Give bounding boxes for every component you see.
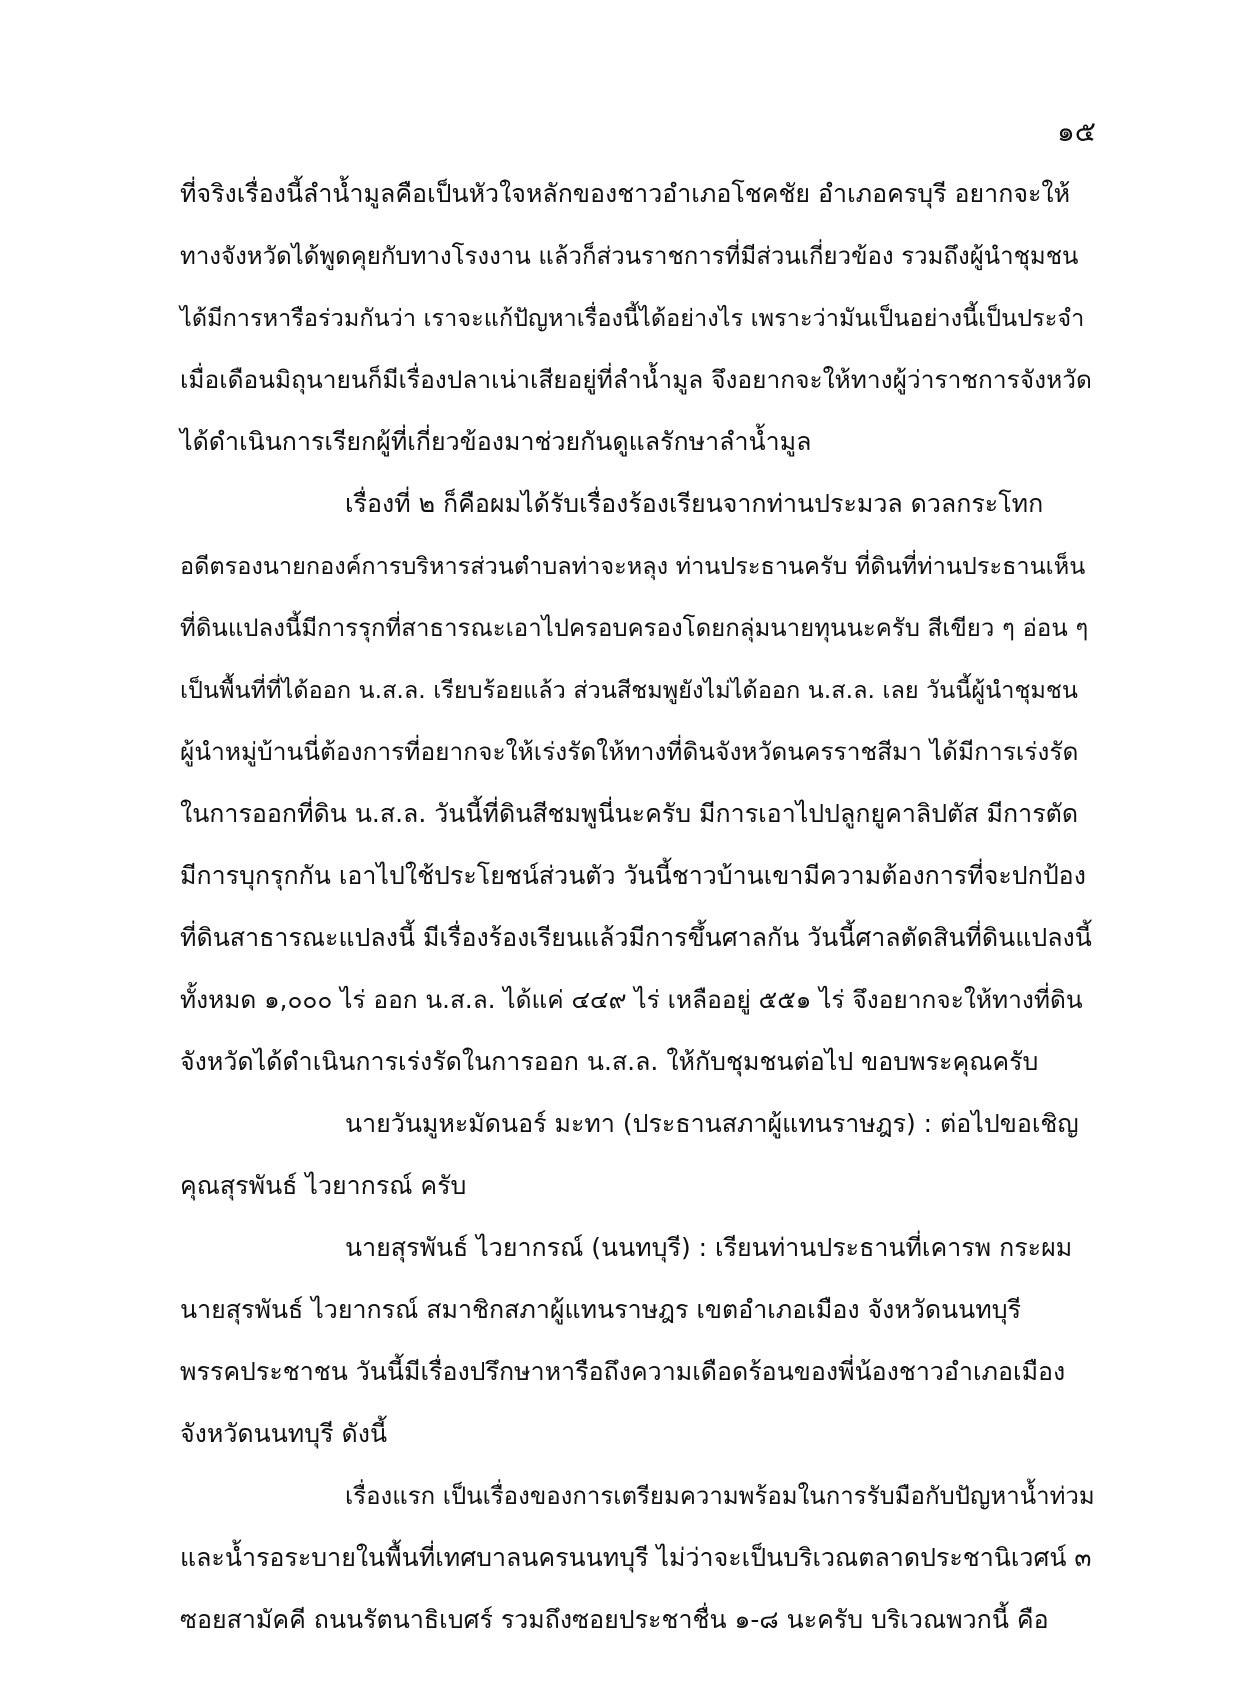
text-line: ที่จริงเรื่องนี้ลำน้ำมูลคือเป็นหัวใจหลักของชาวอำเภอโชคชัย อำเภอครบุรี อยากจะให้ bbox=[180, 179, 1071, 208]
text-line: เมื่อเดือนมิถุนายนก็มีเรื่องปลาเน่าเสียอยู่ที่ลำน้ำมูล จึงอยากจะให้ทางผู้ว่าราชการจังหวัด bbox=[180, 365, 1092, 394]
text-line: ทางจังหวัดได้พูดคุยกับทางโรงงาน แล้วก็ส่วนราชการที่มีส่วนเกี่ยวข้อง รวมถึงผู้นำชุมชน bbox=[180, 242, 1079, 270]
text-line: จังหวัดนนทบุรี ดังนี้ bbox=[180, 1419, 388, 1448]
text-line: คุณสุรพันธ์ ไวยากรณ์ ครับ bbox=[180, 1171, 467, 1200]
document-body bbox=[180, 163, 1095, 1651]
text-line: ที่ดินสาธารณะแปลงนี้ มีเรื่องร้องเรียนแล้วมีการขึ้นศาลกัน วันนี้ศาลตัดสินที่ดินแปลงนี้ bbox=[180, 923, 1092, 952]
text-line: ทั้งหมด ๑,๐๐๐ ไร่ ออก น.ส.ล. ได้แค่ ๔๔๙ ไร่ เหลืออยู่ ๕๕๑ ไร่ จึงอยากจะให้ทางที่ดิน bbox=[180, 985, 1083, 1014]
paragraph-land-issue bbox=[180, 473, 1095, 1093]
text-line: ในการออกที่ดิน น.ส.ล. วันนี้ที่ดินสีชมพูนี่นะครับ มีการเอาไปปลูกยูคาลิปตัส มีการตัด bbox=[180, 799, 1079, 828]
text-line: นายสุรพันธ์ ไวยากรณ์ สมาชิกสภาผู้แทนราษฎร เขตอำเภอเมือง จังหวัดนนทบุรี bbox=[180, 1295, 1022, 1324]
text-line: ผู้นำหมู่บ้านนี่ต้องการที่อยากจะให้เร่งรัดให้ทางที่ดินจังหวัดนครราชสีมา ได้มีการเร่งรัด bbox=[180, 737, 1079, 766]
text-line: เป็นพื้นที่ที่ได้ออก น.ส.ล. เรียบร้อยแล้ว ส่วนสีชมพูยังไม่ได้ออก น.ส.ล. เลย วันนี้ผู้นำชุมชน bbox=[180, 676, 1078, 704]
paragraph-speaker-chair bbox=[180, 1093, 1095, 1217]
text-line: เรื่องที่ ๒ ก็คือผมได้รับเรื่องร้องเรียนจากท่านประมวล ดวลกระโทก bbox=[345, 489, 1044, 518]
text-line: ที่ดินแปลงนี้มีการรุกที่สาธารณะเอาไปครอบครองโดยกลุ่มนายทุนนะครับ สีเขียว ๆ อ่อน ๆ bbox=[180, 614, 1089, 642]
text-line: มีการบุกรุกกัน เอาไปใช้ประโยชน์ส่วนตัว วันนี้ชาวบ้านเขามีความต้องการที่จะปกป้อง bbox=[180, 861, 1086, 890]
page-number: ๑๕ bbox=[1057, 115, 1096, 148]
text-line: นายสุรพันธ์ ไวยากรณ์ (นนทบุรี) : เรียนท่านประธานที่เคารพ กระผม bbox=[345, 1233, 1073, 1262]
text-line: จังหวัดได้ดำเนินการเร่งรัดในการออก น.ส.ล. ให้กับชุมชนต่อไป ขอบพระคุณครับ bbox=[180, 1047, 1039, 1076]
paragraph-flooding bbox=[180, 1465, 1095, 1651]
text-line: นายวันมูหะมัดนอร์ มะทา (ประธานสภาผู้แทนราษฎร) : ต่อไปขอเชิญ bbox=[345, 1109, 1079, 1138]
text-line: ได้มีการหารือร่วมกันว่า เราจะแก้ปัญหาเรื่องนี้ได้อย่างไร เพราะว่ามันเป็นอย่างนี้เป็นประจำ bbox=[180, 304, 1085, 332]
text-line: เรื่องแรก เป็นเรื่องของการเตรียมความพร้อมในการรับมือกับปัญหาน้ำท่วม bbox=[345, 1482, 1095, 1510]
text-line: ได้ดำเนินการเรียกผู้ที่เกี่ยวข้องมาช่วยกันดูแลรักษาลำน้ำมูล bbox=[180, 427, 812, 456]
paragraph-mun-river bbox=[180, 163, 1095, 473]
text-line: พรรคประชาชน วันนี้มีเรื่องปรึกษาหารือถึงความเดือดร้อนของพี่น้องชาวอำเภอเมือง bbox=[180, 1357, 1066, 1386]
text-line: และน้ำรอระบายในพื้นที่เทศบาลนครนนทบุรี ไม่ว่าจะเป็นบริเวณตลาดประชานิเวศน์ ๓ bbox=[180, 1543, 1092, 1572]
text-line: ซอยสามัคคี ถนนรัตนาธิเบศร์ รวมถึงซอยประชาชื่น ๑-๘ นะครับ บริเวณพวกนี้ คือ bbox=[180, 1605, 1049, 1634]
text-line: อดีตรองนายกองค์การบริหารส่วนตำบลท่าจะหลุง ท่านประธานครับ ที่ดินที่ท่านประธานเห็น bbox=[180, 552, 1086, 580]
paragraph-speaker-nonthaburi bbox=[180, 1217, 1095, 1465]
